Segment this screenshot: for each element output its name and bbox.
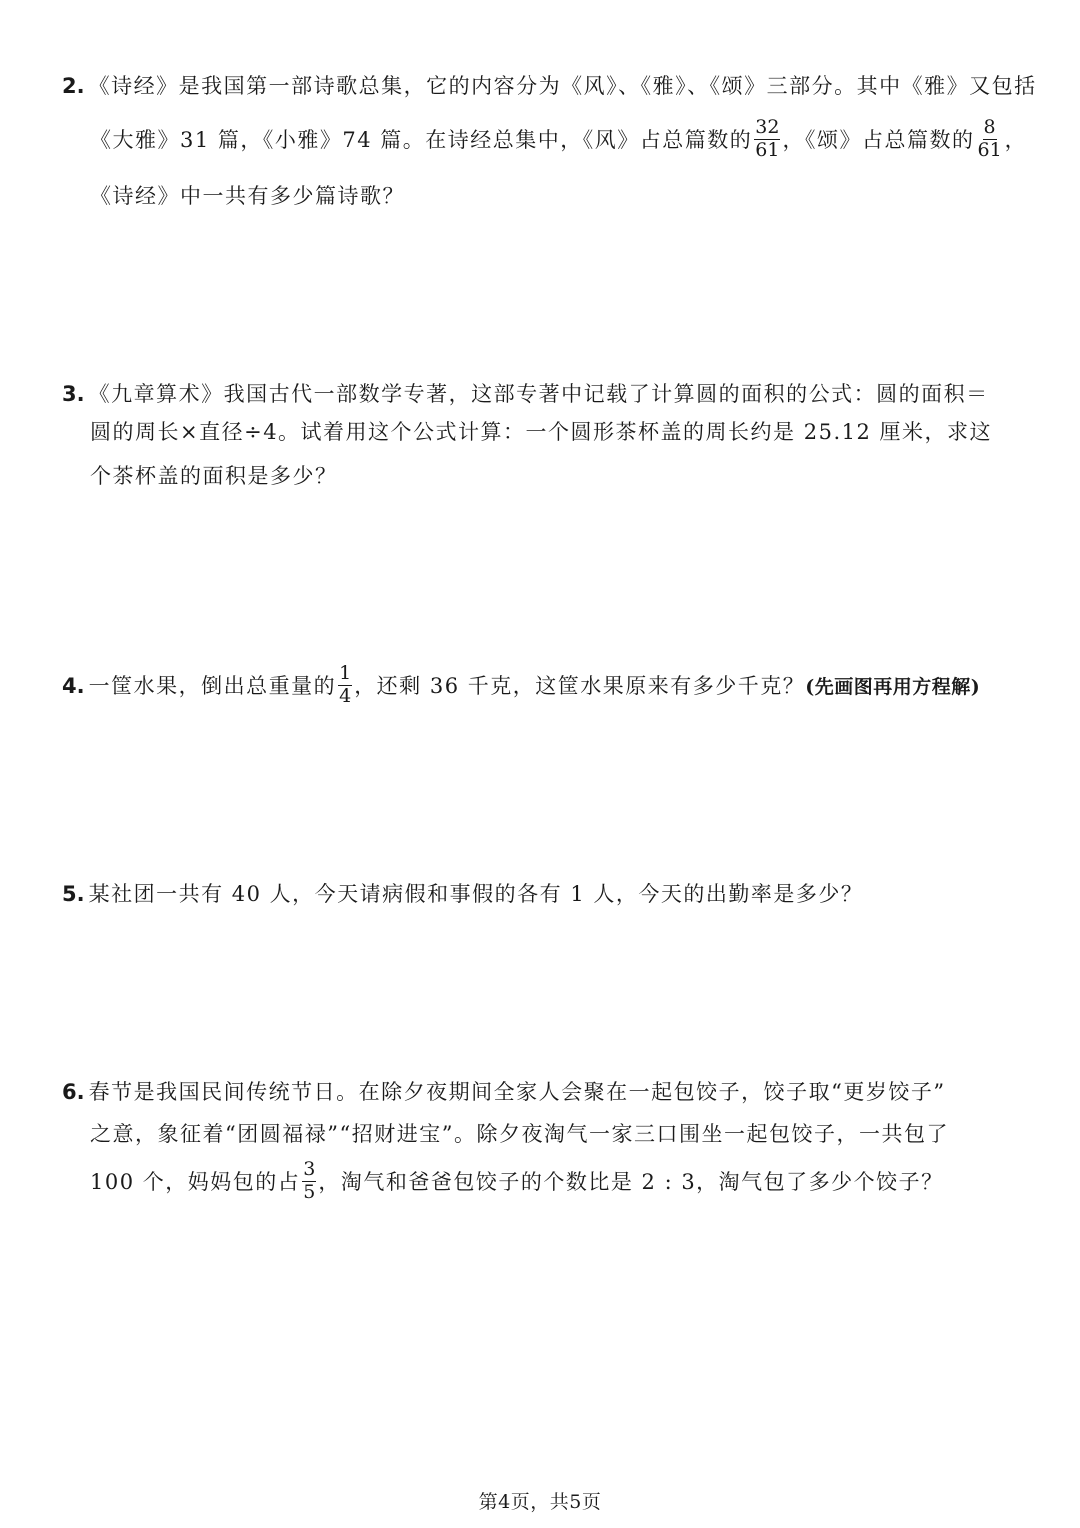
fraction-denominator: 4: [339, 684, 352, 707]
fraction: [976, 118, 1002, 161]
question-note: (先画图再用方程解): [805, 675, 981, 698]
question-text: 个茶杯盖的面积是多少？: [90, 464, 338, 488]
question-3-line-2: [90, 422, 992, 443]
fraction-numerator: 1: [339, 662, 352, 684]
question-text: 《大雅》31 篇，《小雅》74 篇。在诗经总集中，《风》占总篇数的: [90, 127, 753, 152]
fraction: [754, 118, 780, 161]
question-text: ，: [1004, 127, 1028, 152]
question-text: ，淘气和爸爸包饺子的个数比是 2 : 3，淘气包了多少个饺子？: [318, 1169, 944, 1194]
fraction: [302, 1160, 316, 1203]
fraction: [338, 664, 352, 707]
question-5-line-1: [62, 884, 863, 905]
question-6-line-3: [90, 1158, 944, 1205]
question-2-line-1: [62, 76, 1037, 97]
question-text: 之意，象征着“团圆福禄”“招财进宝”。除夕夜淘气一家三口围坐一起包饺子，一共包了: [90, 1122, 949, 1146]
question-text: 春节是我国民间传统节日。在除夕夜期间全家人会聚在一起包饺子，饺子取“更岁饺子”: [88, 1080, 946, 1104]
question-4-line-1: [62, 662, 981, 709]
question-text: 某社团一共有 40 人，今天请病假和事假的各有 1 人，今天的出勤率是多少？: [88, 882, 864, 906]
fraction-denominator: 61: [755, 138, 780, 161]
question-3-line-3: [90, 466, 338, 487]
question-text: 《诗经》是我国第一部诗歌总集，它的内容分为《风》、《雅》、《颂》三部分。其中《雅》又包括: [88, 74, 1037, 98]
fraction-numerator: 8: [983, 116, 996, 138]
question-number: 5.: [62, 882, 85, 906]
fraction-numerator: 32: [755, 116, 780, 138]
question-3-line-1: [62, 384, 989, 405]
fraction-denominator: 5: [303, 1180, 316, 1203]
question-text: 《九章算术》我国古代一部数学专著，这部专著中记载了计算圆的面积的公式：圆的面积＝: [88, 382, 989, 406]
page-footer: 第4页，共5页: [478, 1491, 602, 1513]
question-text: 一筐水果，倒出总重量的: [88, 673, 337, 698]
question-text: 圆的周长×直径÷4。试着用这个公式计算：一个圆形茶杯盖的周长约是 25.12 厘米，求这: [90, 420, 993, 444]
question-text: 100 个，妈妈包的占: [90, 1169, 301, 1194]
question-6-line-1: [62, 1082, 946, 1103]
fraction-denominator: 61: [977, 138, 1002, 161]
question-2-line-3: [90, 186, 405, 207]
question-text: 《诗经》中一共有多少篇诗歌？: [90, 184, 405, 208]
question-number: 4.: [62, 673, 85, 698]
question-number: 6.: [62, 1080, 85, 1104]
question-2-line-2: [90, 116, 1028, 163]
fraction-numerator: 3: [303, 1158, 316, 1180]
question-6-line-2: [90, 1124, 949, 1145]
question-text: ，还剩 36 千克，这筐水果原来有多少千克？: [354, 673, 806, 698]
question-text: ，《颂》占总篇数的: [782, 127, 975, 152]
question-number: 3.: [62, 382, 85, 406]
question-number: 2.: [62, 74, 85, 98]
